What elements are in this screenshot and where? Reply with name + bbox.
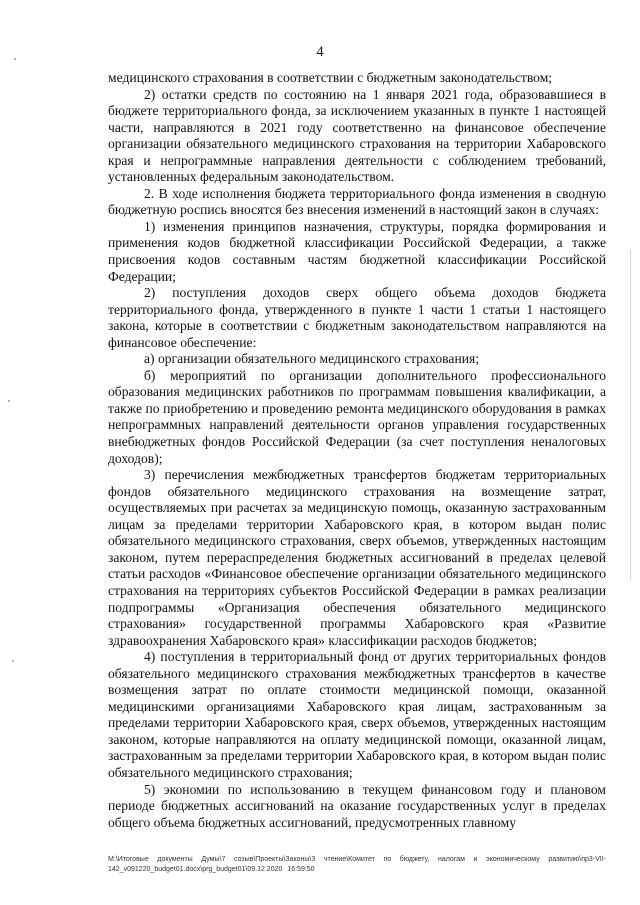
paragraph: а) организации обязательного медицинского страхования; xyxy=(144,351,480,367)
paragraph: 2) остатки средств по состоянию на 1 января 2021 года, образовавшиеся в бюджете территориального фонда, за исключением указанных в пункте 1 настоящей части, направляются в 2021 году соответственно на финансовое обеспечение организации обязательного медицинского страхования на территории Хабаровского края и непрограммные направления деятельности с соблюдением требований, установленных федеральным законодательством. xyxy=(108,86,606,185)
paragraph: 3) перечисления межбюджетных трансфертов бюджетам территориальных фондов обязательного медицинского страхования на возмещение затрат, осуществляемых при расчетах за медицинскую помощь, оказанную застрахованным лицам за пределами территории Хабаровского края, в котором выдан полис обязательного медицинского страхования, сверх объемов, утвержденных настоящим законом, путем перераспределения бюджетных ассигнований в пределах целевой статьи расходов «Финансовое обеспечение организации обязательного медицинского страхования на территориях субъектов Российской Федерации в рамках реализации подпрограммы «Организация обеспечения обязательного медицинского страхования» государственной программы Хабаровского края «Развитие здравоохранения Хабаровского края» классификации расходов бюджетов; xyxy=(108,467,606,648)
page-number: 4 xyxy=(316,44,324,60)
file-path-footer: M:\Итоговые документы Думы\7 созыв\Проекты\Законы\3 чтение\Комитет по бюджету, налогам и экономическому развитию\пр3-VII-142_v091220_budget01.docx\prg_budget01\09.12.2020 16:59:50 xyxy=(108,856,606,873)
scan-edge-line xyxy=(630,250,631,580)
paragraph: 1) изменения принципов назначения, структуры, порядка формирования и применения кодов бюджетной классификации Российской Федерации, а также присвоения кодов составным частям бюджетной классификации Российской Федерации; xyxy=(108,218,606,284)
paragraph: 5) экономии по использованию в текущем финансовом году и плановом периоде бюджетных ассигнований на оказание государственных услуг в пределах общего объема бюджетных ассигнований, предусмотренных главному xyxy=(108,781,606,830)
scan-speck xyxy=(8,400,10,402)
scan-speck xyxy=(12,660,14,662)
document-body xyxy=(108,70,606,831)
paragraph: 2) поступления доходов сверх общего объема доходов бюджета территориального фонда, утвержденного в пункте 1 части 1 статьи 1 настоящего закона, которые в соответствии с бюджетным законодательством направляются на финансовое обеспечение: xyxy=(108,285,606,350)
paragraph: б) мероприятий по организации дополнительного профессионального образования медицинских работников по программам повышения квалификации, а также по приобретению и проведению ремонта медицинского оборудования в рамках непрограммных направлений деятельности органов управления государственных внебюджетных фондов Российской Федерации (за счет поступления неналоговых доходов); xyxy=(108,367,606,466)
paragraph: медицинского страхования в соответствии с бюджетным законодательством; xyxy=(108,70,553,85)
paragraph: 4) поступления в территориальный фонд от других территориальных фондов обязательного медицинского страхования межбюджетных трансфертов в качестве возмещения затрат по оплате стоимости медицинской помощи, оказанной медицинскими организациями Хабаровского края лицам, застрахованным за пределами территории Хабаровского края, сверх объемов, утвержденных настоящим законом, которые направляются на оплату медицинской помощи, оказанной лицам, застрахованным за пределами территории Хабаровского края, в котором выдан полис обязательного медицинского страхования; xyxy=(108,649,606,780)
paragraph: 2. В ходе исполнения бюджета территориального фонда изменения в сводную бюджетную роспись вносятся без внесения изменений в настоящий закон в случаях: xyxy=(108,185,606,218)
